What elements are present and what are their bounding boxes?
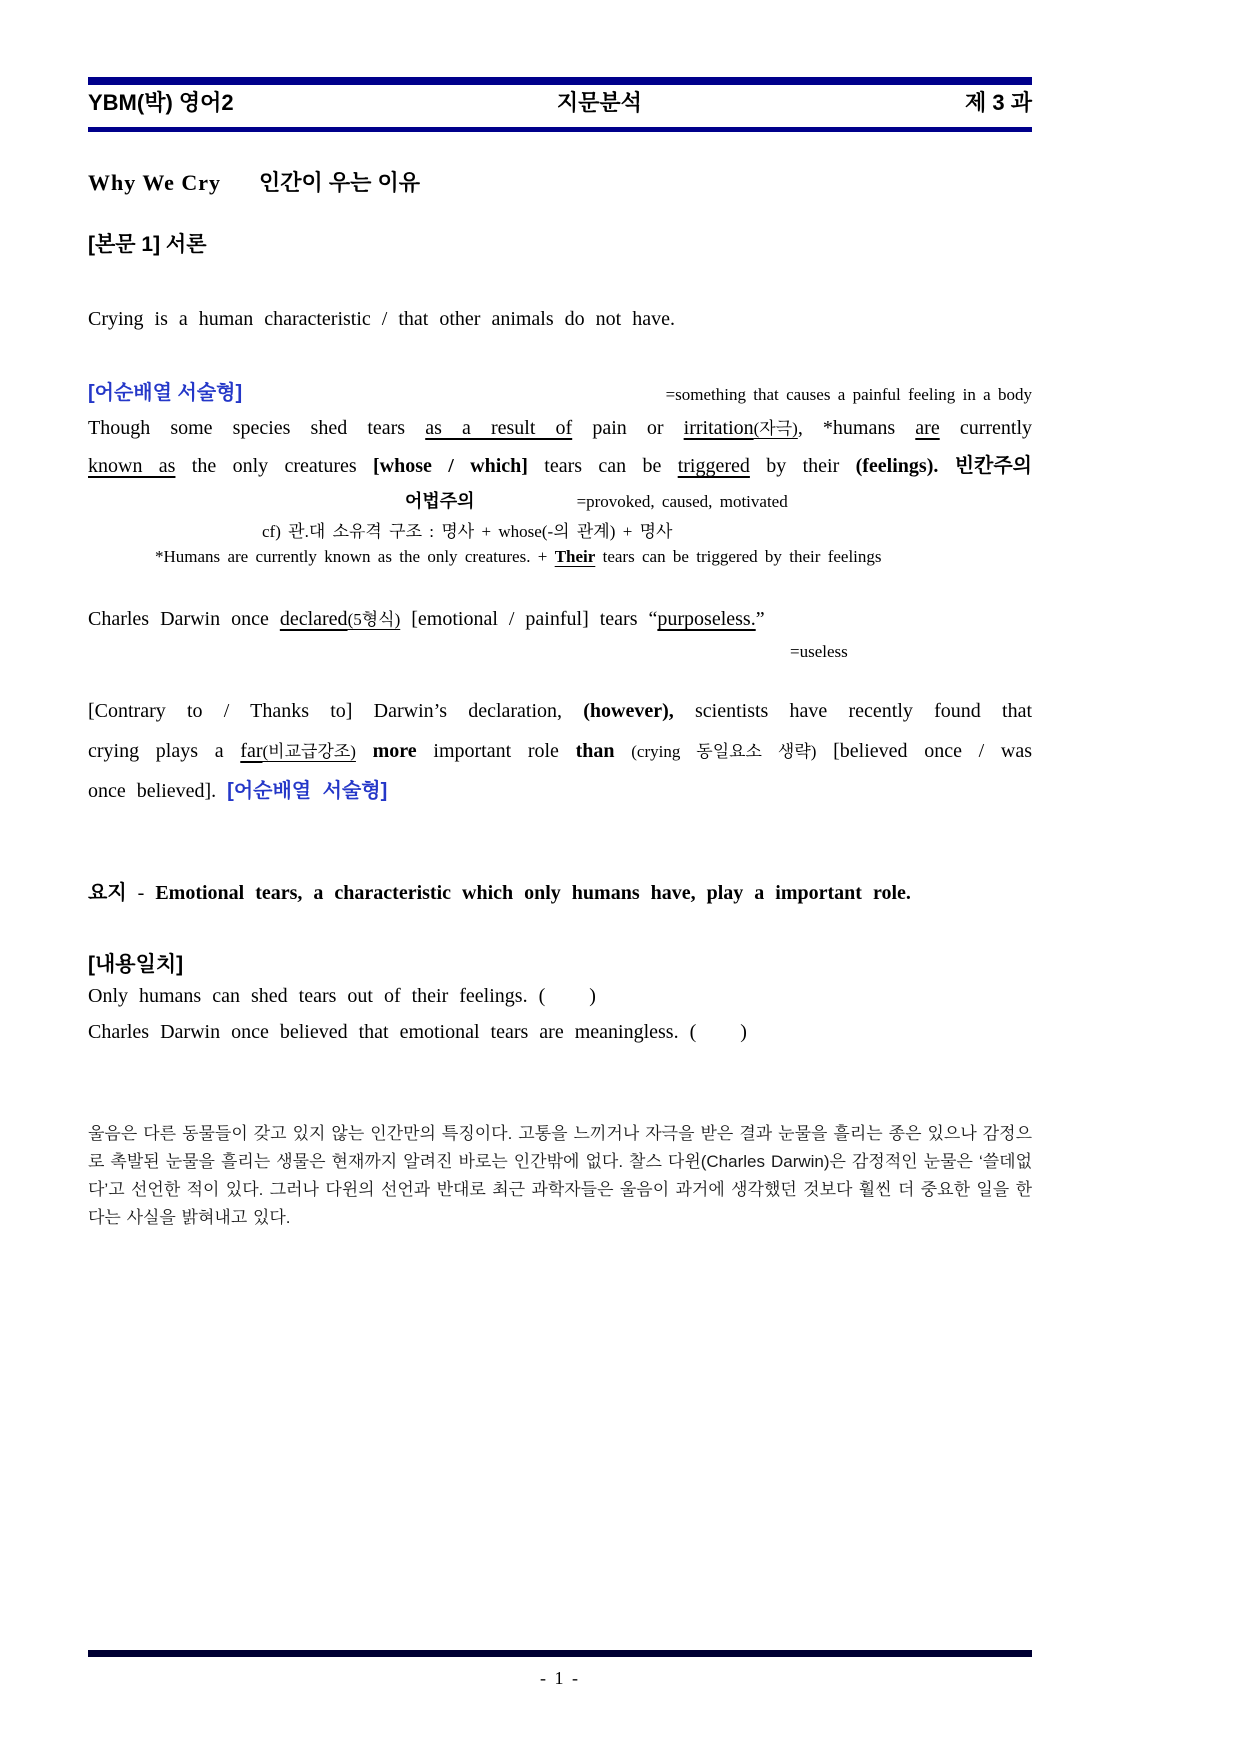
text-segment: than <box>575 740 615 762</box>
text-segment: Charles Darwin once <box>88 608 280 630</box>
header-chapter: 제 3 과 <box>965 90 1032 115</box>
text-segment: Though some species shed tears <box>88 417 426 439</box>
text-segment: are <box>915 417 940 439</box>
text-segment: pain or <box>572 417 684 439</box>
text-segment: (however), <box>583 700 674 722</box>
page-header <box>88 86 1032 117</box>
text-segment: Emotional tears, a characteristic which only humans have, play a important role. <box>155 882 911 904</box>
text-segment: the only creatures <box>175 455 373 477</box>
text-segment: as a result of <box>425 417 573 439</box>
text-segment: purposeless. <box>657 608 756 630</box>
footer-rule <box>88 1650 1032 1657</box>
blue-label-row <box>88 376 1032 405</box>
header-doc-type: 지문분석 <box>556 90 642 115</box>
comprehension-section-label: [내용일치] <box>88 953 184 976</box>
page-number: - 1 - <box>540 1668 580 1688</box>
text-segment: (5형식) <box>347 610 401 629</box>
text-segment: (crying 동일요소 생략) <box>631 742 817 761</box>
grammar-caution-label: 어법주의 <box>405 491 475 511</box>
text-segment: [believed once / was <box>816 740 1033 762</box>
cf-possessive-relative-note: cf) 관.대 소유격 구조 : 명사 + whose(-의 관계) + 명사 <box>262 522 673 541</box>
text-segment: [emotional / painful] tears “ <box>400 608 658 630</box>
text-segment: (자극) <box>753 419 798 438</box>
sentence-4-line-1 <box>88 700 1032 723</box>
irritation-definition-note: =something that causes a painful feeling in a body <box>665 385 1032 404</box>
korean-translation-paragraph: 울음은 다른 동물들이 갖고 있지 않는 인간만의 특징이다. 고통을 느끼거나 자극을 받은 결과 눈물을 흘리는 종은 있으나 감정으로 촉발된 눈물을 흘리는 생물은 현재까지 알려진 바로는 인간밖에 없다. 찰스 다윈(Charles Darwin)은 감정적인 눈물은 ‘쓸데없다’고 선언한 적이 있다. 그러나 다윈의 선언과 반대로 최근 과학자들은 울음이 과거에 생각했던 것보다 훨씬 더 중요한 일을 한다는 사실을 밝혀내고 있다. <box>88 1124 1032 1227</box>
sentence-4-line-3 <box>88 774 1032 803</box>
text-segment: *Humans are currently known as the only creatures. + <box>155 547 555 566</box>
text-segment <box>615 740 632 762</box>
lesson-title-english: Why We Cry <box>88 170 222 195</box>
text-segment: irritation <box>683 417 754 439</box>
sentence-2-line-2 <box>88 449 1032 478</box>
text-segment: triggered <box>677 455 750 477</box>
grammar-annotation-row <box>88 487 1032 513</box>
text-segment: important role <box>416 740 576 762</box>
sentence-expansion-note <box>88 547 1099 567</box>
sentence-4-line-2 <box>88 737 1032 763</box>
text-segment: 빈칸주의 <box>954 455 1032 477</box>
text-segment: far <box>240 740 263 762</box>
text-segment: , *humans <box>797 417 916 439</box>
text-segment: declared <box>279 608 348 630</box>
lesson-title-korean: 인간이 우는 이유 <box>259 170 421 195</box>
text-segment: (비교급강조) <box>262 742 356 761</box>
text-segment: [Contrary to / Thanks to] Darwin’s declaration, <box>88 700 584 722</box>
header-top-rule <box>88 77 1032 85</box>
sentence-3 <box>88 605 1032 631</box>
text-segment: tears can be triggered by their feelings <box>595 547 882 566</box>
text-segment: by their <box>749 455 856 477</box>
header-bottom-rule <box>88 127 1032 132</box>
sentence-2-line-1 <box>88 414 1032 440</box>
sentence-1: Crying is a human characteristic / that other animals do not have. <box>88 308 675 330</box>
text-segment <box>356 740 373 762</box>
text-segment: [어순배열 서술형] <box>227 780 388 802</box>
gist-line <box>88 876 1032 905</box>
purposeless-synonym-note: =useless <box>790 642 848 661</box>
text-segment: tears can be <box>527 455 678 477</box>
text-segment: scientists have recently found that <box>673 700 1033 722</box>
true-false-item-2: Charles Darwin once believed that emotional tears are meaningless. ( ) <box>88 1021 747 1043</box>
header-course-title: YBM(박) 영어2 <box>88 90 234 115</box>
section-intro-label: [본문 1] 서론 <box>88 233 207 256</box>
text-segment: currently <box>939 417 1033 439</box>
true-false-item-1: Only humans can shed tears out of their feelings. ( ) <box>88 985 596 1007</box>
text-segment: once believed]. <box>88 780 228 802</box>
triggered-synonyms-note: =provoked, caused, motivated <box>576 492 788 511</box>
lesson-title <box>88 166 1032 197</box>
text-segment: more <box>372 740 417 762</box>
text-segment: Their <box>554 547 596 566</box>
text-segment: (feelings). <box>855 455 939 477</box>
text-segment: 요지 <box>88 882 127 904</box>
text-segment <box>938 455 954 477</box>
text-segment: - <box>126 882 156 904</box>
text-segment: known as <box>88 455 176 477</box>
word-order-label: [어순배열 서술형] <box>88 382 243 404</box>
text-segment: crying plays a <box>88 740 241 762</box>
text-segment: [whose / which] <box>373 455 528 477</box>
text-segment: ” <box>755 608 765 630</box>
